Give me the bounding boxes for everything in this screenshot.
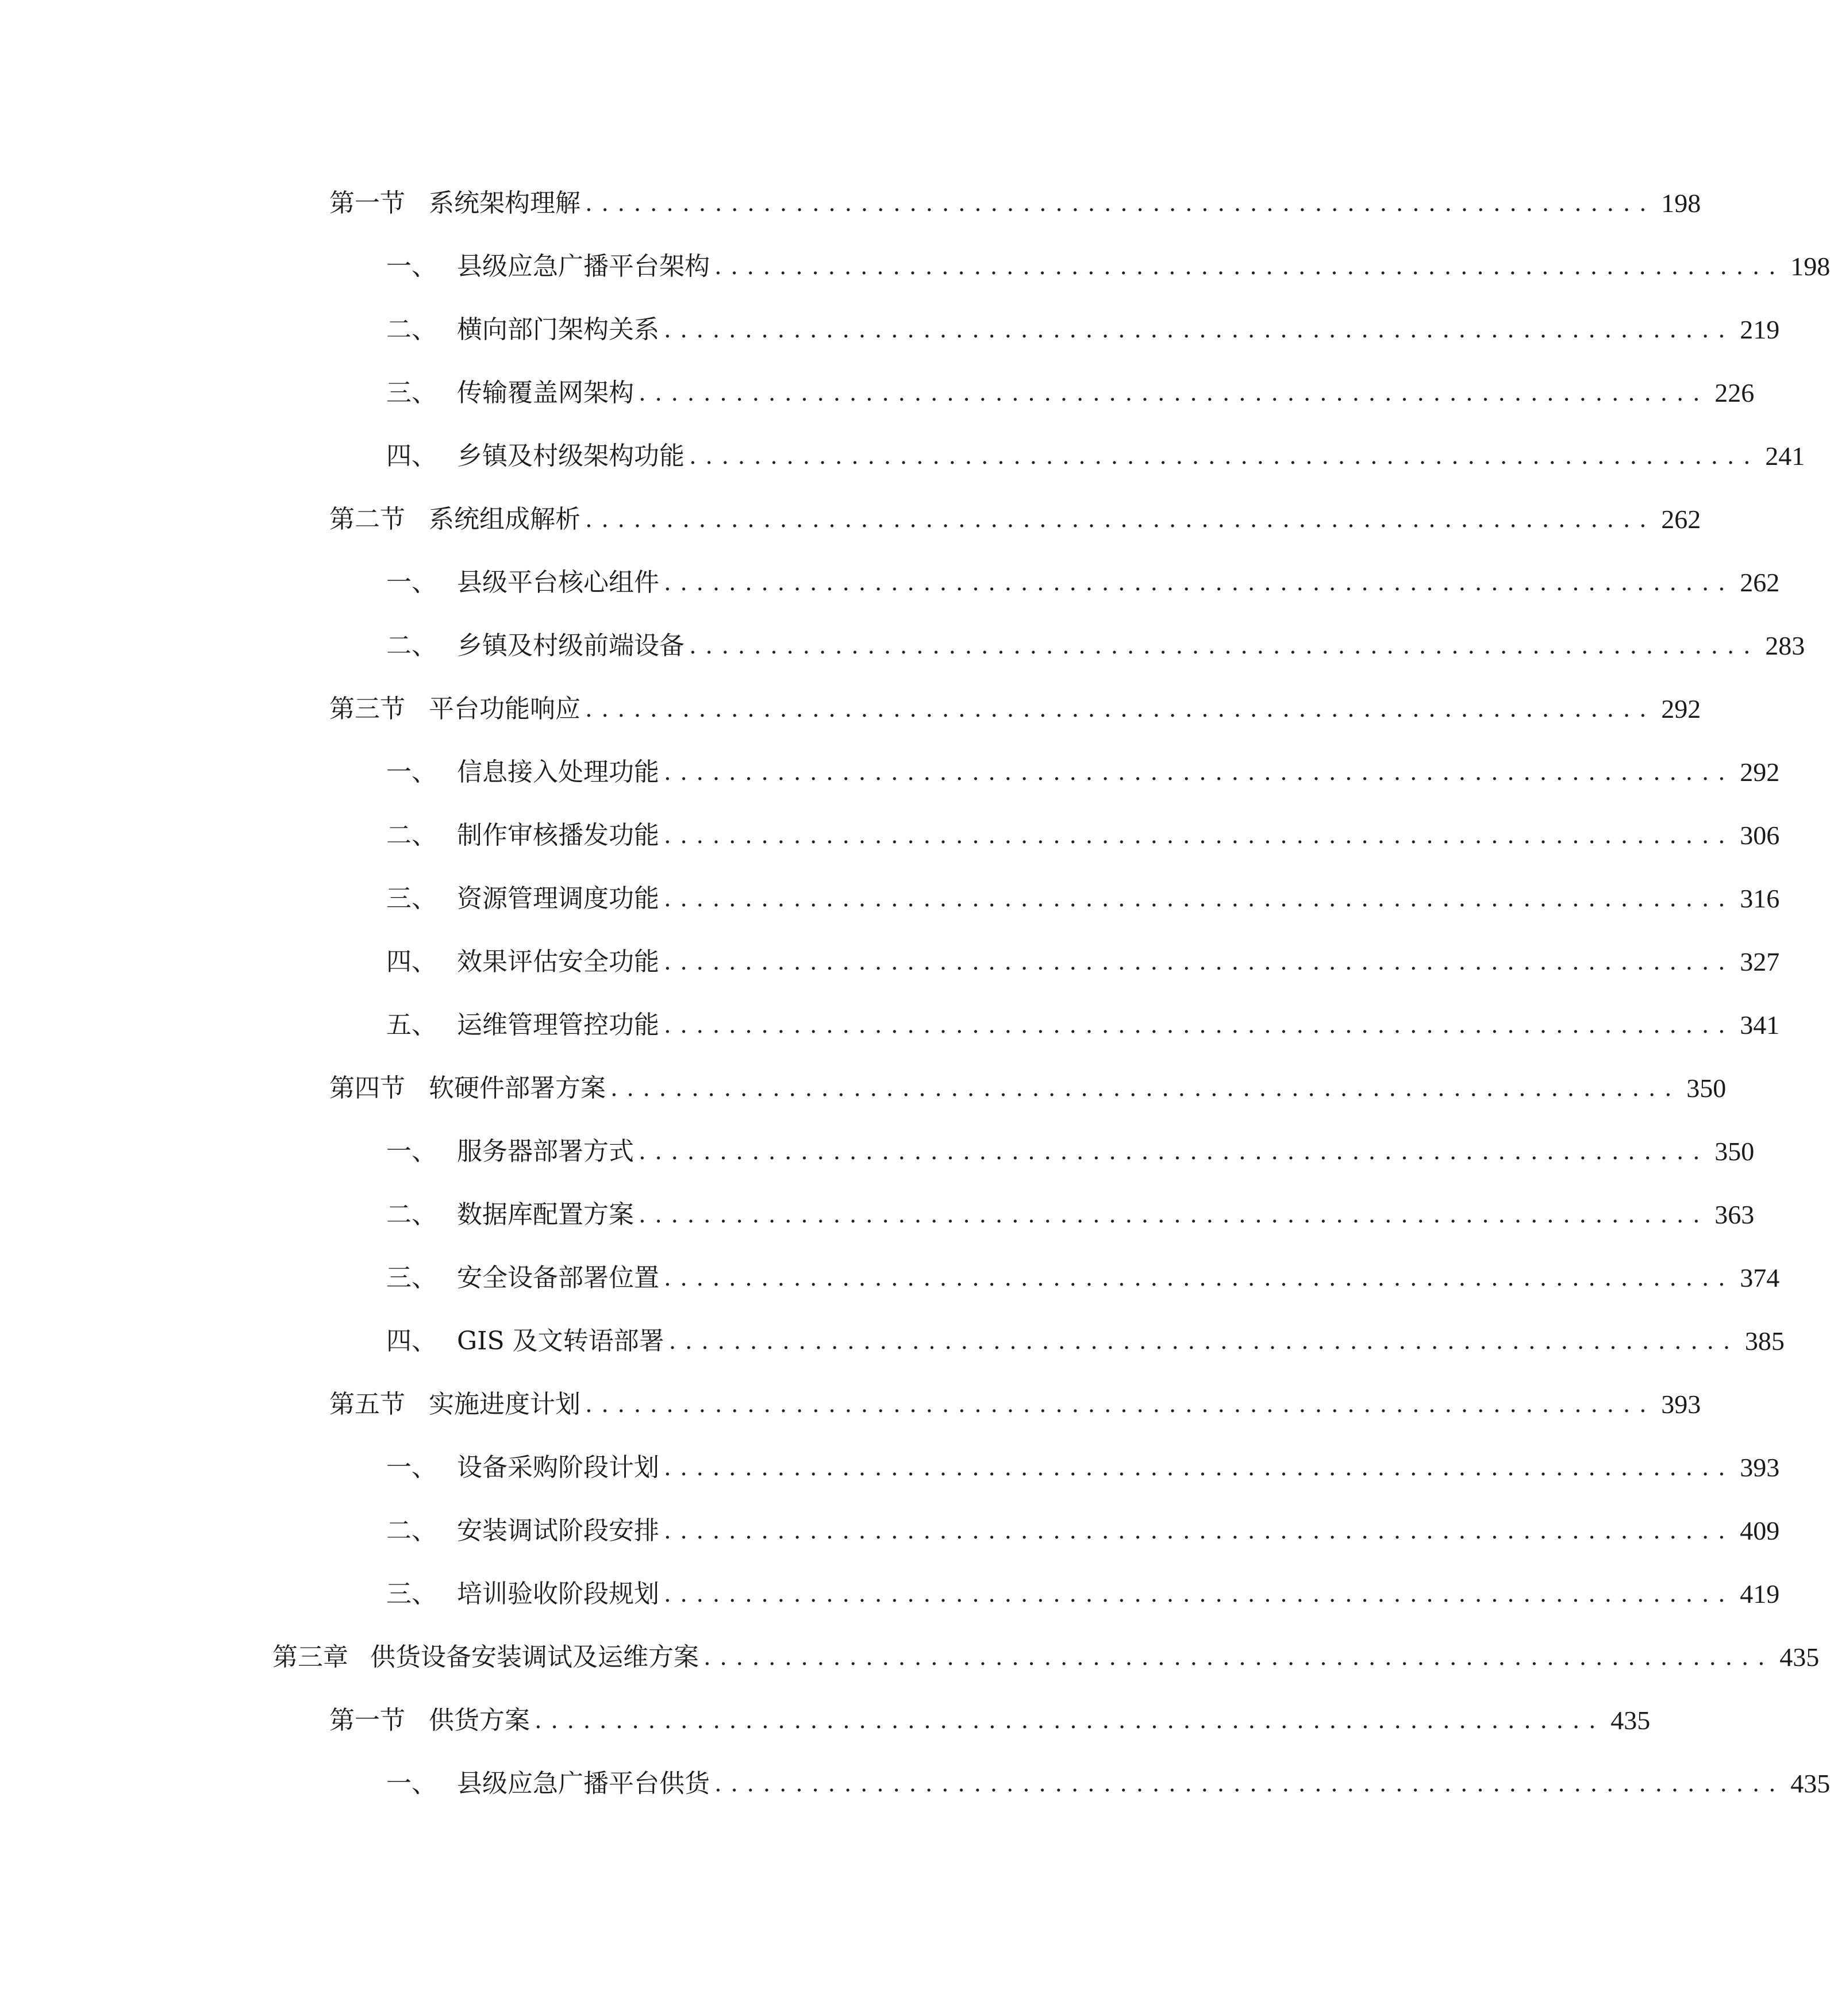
toc-dot-leader: .................................................................. [714, 1771, 1785, 1797]
toc-entry-page: 409 [1740, 1516, 1780, 1545]
toc-entry[interactable] [386, 560, 1780, 606]
toc-entry-title: 制作审核播发功能 [457, 821, 659, 850]
toc-entry-number: 四、 [386, 1326, 437, 1356]
toc-entry-page: 435 [1779, 1642, 1820, 1672]
toc-entry-number: 四、 [386, 441, 437, 471]
toc-entry-title: 县级平台核心组件 [457, 568, 659, 597]
toc-entry-page: 435 [1790, 1769, 1830, 1798]
toc-entry-number: 第四节 [329, 1074, 405, 1103]
toc-entry-page: 327 [1740, 947, 1780, 976]
toc-dot-leader: .................................................................. [639, 1138, 1709, 1165]
toc-entry[interactable] [329, 1382, 1701, 1428]
toc-entry-number: 四、 [386, 947, 437, 976]
toc-entry-title: 安全设备部署位置 [457, 1263, 659, 1292]
toc-entry-title: 横向部门架构关系 [457, 315, 659, 344]
toc-entry[interactable] [329, 497, 1701, 543]
toc-entry-title: GIS 及文转语部署 [457, 1326, 664, 1356]
toc-entry-page: 283 [1765, 631, 1805, 660]
toc-dot-leader: .................................................................. [585, 696, 1656, 722]
toc-entry[interactable] [386, 1508, 1780, 1554]
toc-entry-page: 435 [1610, 1706, 1651, 1735]
toc-entry[interactable] [386, 1002, 1780, 1048]
toc-dot-leader: .................................................................. [664, 949, 1735, 975]
toc-entry-page: 219 [1740, 315, 1780, 344]
toc-entry-page: 226 [1714, 378, 1755, 407]
toc-entry-title: 设备采购阶段计划 [457, 1453, 659, 1482]
toc-entry[interactable] [272, 1634, 1820, 1680]
toc-entry-page: 292 [1740, 757, 1780, 787]
toc-dot-leader: .................................................................. [664, 1581, 1735, 1607]
toc-entry-title: 数据库配置方案 [457, 1200, 634, 1229]
toc-entry-number: 第三节 [329, 694, 405, 724]
toc-entry-title: 系统组成解析 [429, 505, 580, 534]
toc-entry[interactable] [329, 1698, 1651, 1744]
toc-entry-number: 三、 [386, 1263, 437, 1292]
toc-entry-title: 县级应急广播平台供货 [457, 1769, 710, 1798]
toc-entry-page: 393 [1661, 1390, 1701, 1419]
toc-dot-leader: .................................................................. [664, 1518, 1735, 1544]
toc-dot-leader: .................................................................. [714, 253, 1785, 280]
toc-dot-leader: .................................................................. [664, 886, 1735, 912]
toc-entry-number: 第一节 [329, 188, 405, 218]
toc-entry-title: 资源管理调度功能 [457, 884, 659, 913]
toc-entry-number: 一、 [386, 1769, 437, 1798]
toc-entry-page: 306 [1740, 821, 1780, 850]
toc-entry-page: 393 [1740, 1453, 1780, 1482]
toc-entry[interactable] [329, 686, 1701, 732]
toc-dot-leader: .................................................................. [703, 1644, 1774, 1671]
toc-dot-leader: .................................................................. [664, 1265, 1735, 1291]
toc-entry-page: 363 [1714, 1200, 1755, 1229]
toc-entry-number: 第五节 [329, 1390, 405, 1419]
toc-entry-number: 一、 [386, 1137, 437, 1166]
toc-entry[interactable] [386, 939, 1780, 985]
toc-entry[interactable] [386, 813, 1780, 859]
toc-entry[interactable] [386, 1445, 1780, 1491]
toc-entry-title: 效果评估安全功能 [457, 947, 659, 976]
toc-entry-page: 262 [1661, 505, 1701, 534]
toc-entry-number: 一、 [386, 252, 437, 281]
toc-entry-number: 二、 [386, 1200, 437, 1229]
toc-dot-leader: .................................................................. [639, 1202, 1709, 1228]
toc-dot-leader: .................................................................. [585, 506, 1656, 533]
toc-entry-page: 241 [1765, 441, 1805, 471]
toc-entry-page: 350 [1714, 1137, 1755, 1166]
toc-entry-number: 三、 [386, 1579, 437, 1609]
toc-dot-leader: .................................................................. [639, 380, 1709, 406]
toc-entry-number: 五、 [386, 1010, 437, 1040]
toc-entry-number: 第三章 [272, 1642, 348, 1672]
toc-entry-number: 二、 [386, 821, 437, 850]
toc-dot-leader: .................................................................. [535, 1707, 1605, 1734]
toc-entry-title: 实施进度计划 [429, 1390, 580, 1419]
toc-entry-title: 供货方案 [429, 1706, 530, 1735]
toc-entry-title: 供货设备安装调试及运维方案 [370, 1642, 699, 1672]
toc-entry[interactable] [386, 876, 1780, 922]
toc-entry[interactable] [386, 307, 1780, 353]
toc-dot-leader: .................................................................. [664, 759, 1735, 786]
toc-entry[interactable] [386, 1129, 1755, 1175]
toc-entry-number: 一、 [386, 757, 437, 787]
toc-entry-page: 316 [1740, 884, 1780, 913]
toc-entry-title: 乡镇及村级架构功能 [457, 441, 685, 471]
toc-dot-leader: .................................................................. [664, 1012, 1735, 1038]
toc-entry-number: 三、 [386, 378, 437, 407]
toc-entry[interactable] [329, 180, 1701, 226]
toc-entry[interactable] [386, 749, 1780, 795]
toc-entry-page: 341 [1740, 1010, 1780, 1040]
toc-entry-number: 第二节 [329, 505, 405, 534]
toc-dot-leader: .................................................................. [689, 633, 1760, 659]
toc-entry-page: 419 [1740, 1579, 1780, 1609]
toc-entry-page: 198 [1790, 252, 1830, 281]
toc-entry-title: 平台功能响应 [429, 694, 580, 724]
toc-dot-leader: .................................................................. [664, 1455, 1735, 1481]
toc-entry-number: 一、 [386, 568, 437, 597]
toc-entry[interactable] [386, 433, 1805, 479]
toc-entry-title: 培训验收阶段规划 [457, 1579, 659, 1609]
toc-entry[interactable] [329, 1065, 1727, 1111]
toc-entry[interactable] [386, 370, 1755, 416]
toc-entry-title: 传输覆盖网架构 [457, 378, 634, 407]
toc-entry-page: 350 [1686, 1074, 1727, 1103]
toc-dot-leader: .................................................................. [664, 570, 1735, 596]
toc-dot-leader: .................................................................. [664, 317, 1735, 343]
toc-entry[interactable] [386, 1318, 1785, 1364]
toc-entry-title: 县级应急广播平台架构 [457, 252, 710, 281]
toc-entry[interactable] [386, 1571, 1780, 1617]
toc-entry-title: 服务器部署方式 [457, 1137, 634, 1166]
toc-entry-page: 292 [1661, 694, 1701, 724]
toc-entry-title: 运维管理管控功能 [457, 1010, 659, 1040]
toc-entry[interactable] [386, 244, 1830, 290]
toc-entry-title: 乡镇及村级前端设备 [457, 631, 685, 660]
toc-entry-page: 385 [1744, 1326, 1785, 1356]
toc-entry-title: 信息接入处理功能 [457, 757, 659, 787]
toc-entry-number: 一、 [386, 1453, 437, 1482]
toc-dot-leader: .................................................................. [689, 443, 1760, 470]
toc-dot-leader: .................................................................. [668, 1328, 1739, 1355]
toc-entry-number: 三、 [386, 884, 437, 913]
toc-dot-leader: .................................................................. [585, 190, 1656, 217]
toc-entry-number: 第一节 [329, 1706, 405, 1735]
toc-entry-title: 系统架构理解 [429, 188, 580, 218]
toc-entry-title: 软硬件部署方案 [429, 1074, 606, 1103]
toc-entry-number: 二、 [386, 1516, 437, 1545]
toc-dot-leader: .................................................................. [585, 1391, 1656, 1418]
toc-entry-title: 安装调试阶段安排 [457, 1516, 659, 1545]
toc-entry[interactable] [386, 1761, 1830, 1807]
toc-entry-page: 198 [1661, 188, 1701, 218]
toc-dot-leader: .................................................................. [610, 1075, 1681, 1102]
toc-entry-page: 262 [1740, 568, 1780, 597]
toc-entry[interactable] [386, 1255, 1780, 1301]
toc-entry-number: 二、 [386, 315, 437, 344]
toc-entry[interactable] [386, 1192, 1755, 1238]
toc-entry-page: 374 [1740, 1263, 1780, 1292]
toc-entry-number: 二、 [386, 631, 437, 660]
toc-dot-leader: .................................................................. [664, 822, 1735, 849]
toc-entry[interactable] [386, 623, 1805, 669]
